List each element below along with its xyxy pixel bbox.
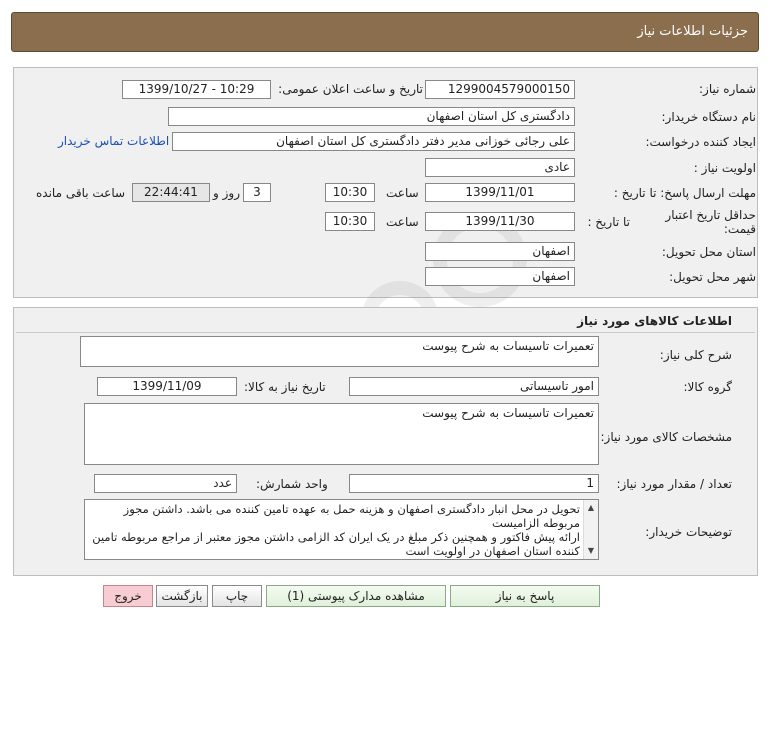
group-label: گروه کالا: [683, 380, 732, 394]
validity-label [636, 208, 756, 236]
notes-label: توضیحات خریدار: [645, 525, 732, 539]
summary-label: شرح کلی نیاز: [659, 348, 732, 362]
print-button[interactable]: چاپ [212, 585, 262, 607]
requester-label: ایجاد کننده درخواست: [645, 135, 756, 149]
validity-time-field: 10:30 [325, 212, 375, 231]
province-field: اصفهان [425, 242, 575, 261]
deadline-date-field: 1399/11/01 [425, 183, 575, 202]
buyer-org-label: نام دستگاه خریدار: [661, 110, 756, 124]
need-date-label: تاریخ نیاز به کالا: [244, 380, 326, 394]
buyer-org-field: دادگستری کل استان اصفهان [168, 107, 575, 126]
validity-to-label: تا تاریخ : [587, 215, 630, 229]
deadline-label: مهلت ارسال پاسخ: تا تاریخ : [613, 186, 756, 200]
deadline-time-field: 10:30 [325, 183, 375, 202]
scroll-down-icon[interactable]: ▼ [587, 546, 595, 555]
goods-section-title: اطلاعات کالاهای مورد نیاز [577, 314, 732, 328]
province-label: استان محل تحویل: [661, 245, 756, 259]
notes-field[interactable] [84, 499, 599, 560]
specs-label: مشخصات کالای مورد نیاز: [600, 430, 732, 444]
unit-label: واحد شمارش: [256, 477, 328, 491]
summary-field: تعمیرات تاسیسات به شرح پیوست [80, 336, 599, 367]
days-label: روز و [213, 186, 240, 200]
group-field: امور تاسیساتی [349, 377, 599, 396]
deadline-time-label: ساعت [386, 186, 419, 200]
page-title: جزئیات اطلاعات نیاز [637, 24, 748, 39]
attachments-button[interactable]: مشاهده مدارک پیوستی (1) [266, 585, 446, 607]
specs-field: تعمیرات تاسیسات به شرح پیوست [84, 403, 599, 465]
need-number-label: شماره نیاز: [699, 82, 756, 96]
need-date-field: 1399/11/09 [97, 377, 237, 396]
announce-label: تاریخ و ساعت اعلان عمومی: [278, 82, 423, 96]
validity-date-field: 1399/11/30 [425, 212, 575, 231]
scroll-up-icon[interactable]: ▲ [587, 503, 595, 512]
validity-label-text: حداقل تاریخ اعتبار قیمت: [665, 208, 756, 236]
days-remaining-field: 3 [243, 183, 271, 202]
notes-scrollbar[interactable] [583, 500, 598, 559]
qty-field: 1 [349, 474, 599, 493]
priority-field: عادی [425, 158, 575, 177]
announce-field: 1399/10/27 - 10:29 [122, 80, 271, 99]
qty-label: تعداد / مقدار مورد نیاز: [616, 477, 732, 491]
city-label: شهر محل تحویل: [669, 270, 756, 284]
reply-button[interactable]: پاسخ به نیاز [450, 585, 600, 607]
remaining-time-field: 22:44:41 [132, 183, 210, 202]
validity-time-label: ساعت [386, 215, 419, 229]
priority-label: اولویت نیاز : [693, 161, 756, 175]
need-number-field: 1299004579000150 [425, 80, 575, 99]
remaining-label: ساعت باقی مانده [36, 186, 126, 200]
page-header [11, 12, 759, 52]
city-field: اصفهان [425, 267, 575, 286]
notes-line-1: تحویل در محل انبار دادگستری اصفهان و هزینه حمل به عهده تامین کننده می باشد. داشتن مجوز مربوطه الزامیست [123, 502, 580, 530]
requester-field: علی رجائی خوزانی مدیر دفتر دادگستری کل استان اصفهان [172, 132, 575, 151]
exit-button[interactable]: خروج [103, 585, 153, 607]
back-button[interactable]: بازگشت [156, 585, 208, 607]
unit-field: عدد [94, 474, 237, 493]
notes-line-2: ارائه پیش فاکتور و همچنین ذکر مبلغ در یک ایران کد الزامی داشتن مجوز معتبر از مراجع مربوطه تامین کننده استان اصفهان در اولویت است [92, 530, 580, 558]
goods-section-divider [16, 332, 755, 333]
need-details-panel [13, 67, 758, 298]
contact-info-link[interactable]: اطلاعات تماس خریدار [58, 134, 170, 148]
